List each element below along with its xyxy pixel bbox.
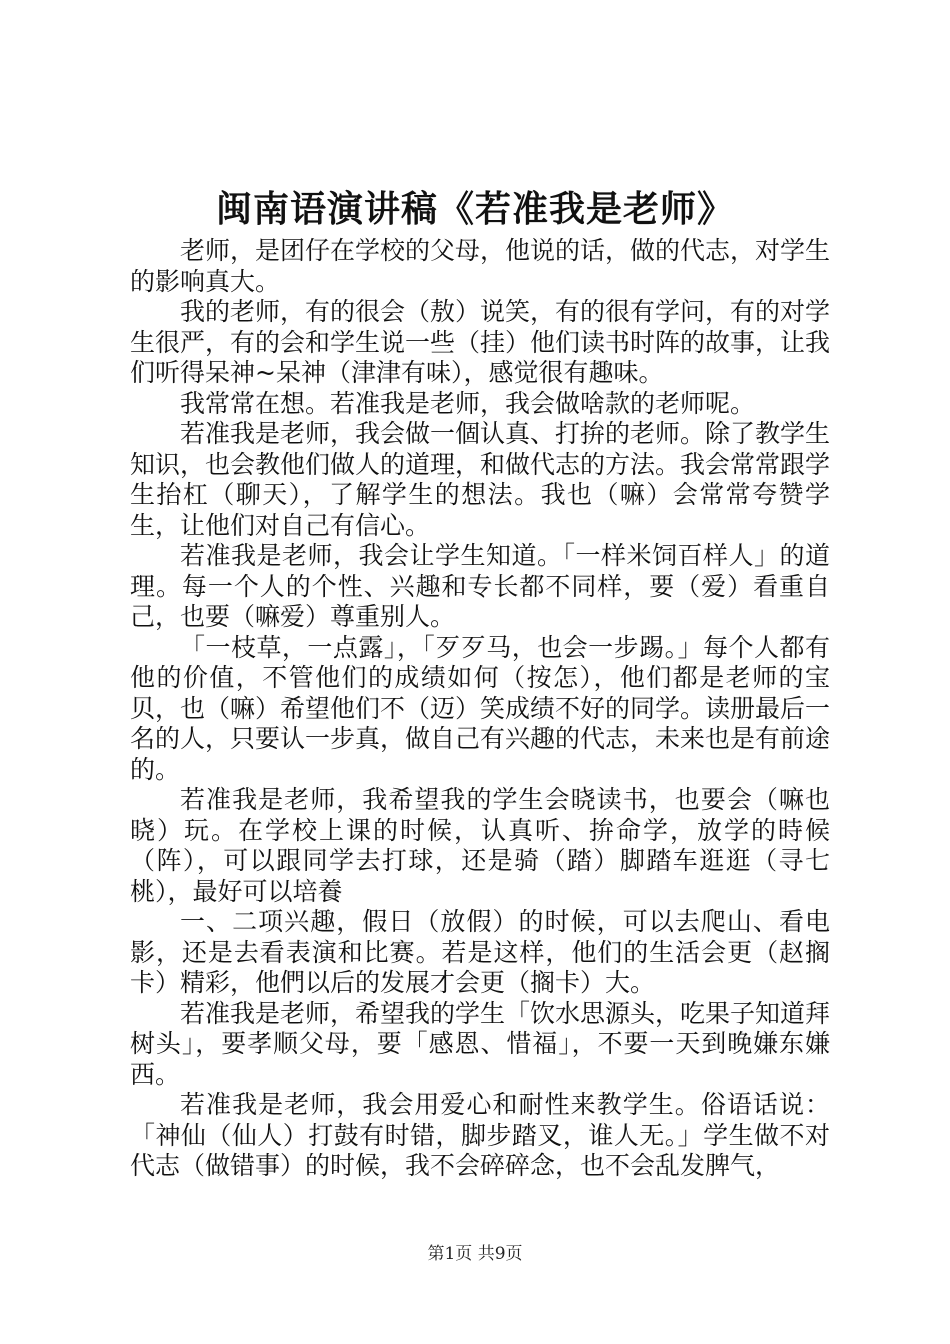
paragraph: 若准我是老师，我会做一個认真、打拚的老师。除了教学生知识，也会教他们做人的道理，和做代志的方法。我会常常跟学生抬杠（聊天），了解学生的想法。我也（嘛）会常常夸赞学生，让他们对自己有信心。 <box>130 419 831 540</box>
paragraph: 「一枝草，一点露」，「歹歹马，也会一步踢。」每个人都有他的价值，不管他们的成绩如何（按怎），他们都是老师的宝贝，也（嘛）希望他们不（迈）笑成绩不好的同学。读册最后一名的人，只要认一步真，做自己有兴趣的代志，未来也是有前途的。 <box>130 632 831 784</box>
paragraph: 我的老师，有的很会（敖）说笑，有的很有学问，有的对学生很严，有的会和学生说一些（挂）他们读书时阵的故事，让我们听得呆神~呆神（津津有味），感觉很有趣味。 <box>130 297 831 387</box>
paragraph: 若准我是老师，希望我的学生「饮水思源头，吃果子知道拜树头」，要孝顺父母，要「感恩、惜福」，不要一天到晚嫌东嫌西。 <box>130 998 831 1089</box>
paragraph: 若准我是老师，我会用爱心和耐性来教学生。俗语话说：「神仙（仙人）打鼓有时错，脚步踏叉，谁人无。」学生做不对代志（做错事）的时候，我不会碎碎念，也不会乱发脾气， <box>130 1090 830 1180</box>
document-title: 闽南语演讲稿《若准我是老师》 <box>215 188 734 230</box>
document-body <box>130 236 830 1182</box>
paragraph: 老师，是团仔在学校的父母，他说的话，做的代志，对学生的影响真大。 <box>130 236 831 296</box>
paragraph: 若准我是老师，我会让学生知道。「一样米饲百样人」的道理。每一个人的个性、兴趣和专长都不同样，要（爱）看重自己，也要（嘛爱）尊重别人。 <box>130 541 830 631</box>
paragraph: 若准我是老师，我希望我的学生会晓读书，也要会（嘛也晓）玩。在学校上课的时候，认真听、拚命学，放学的時候（阵），可以跟同学去打球，还是骑（踏）脚踏车逛逛（寻七桃），最好可以培養 <box>130 785 830 906</box>
page-footer: 第1页 共9页 <box>427 1244 523 1264</box>
paragraph: 一、二项兴趣，假日（放假）的时候，可以去爬山、看电影，还是去看表演和比赛。若是这样，他们的生活会更（赵搁卡）精彩，他們以后的发展才会更（搁卡）大。 <box>130 907 830 997</box>
paragraph: 我常常在想。若准我是老师，我会做啥款的老师呢。 <box>180 388 756 418</box>
